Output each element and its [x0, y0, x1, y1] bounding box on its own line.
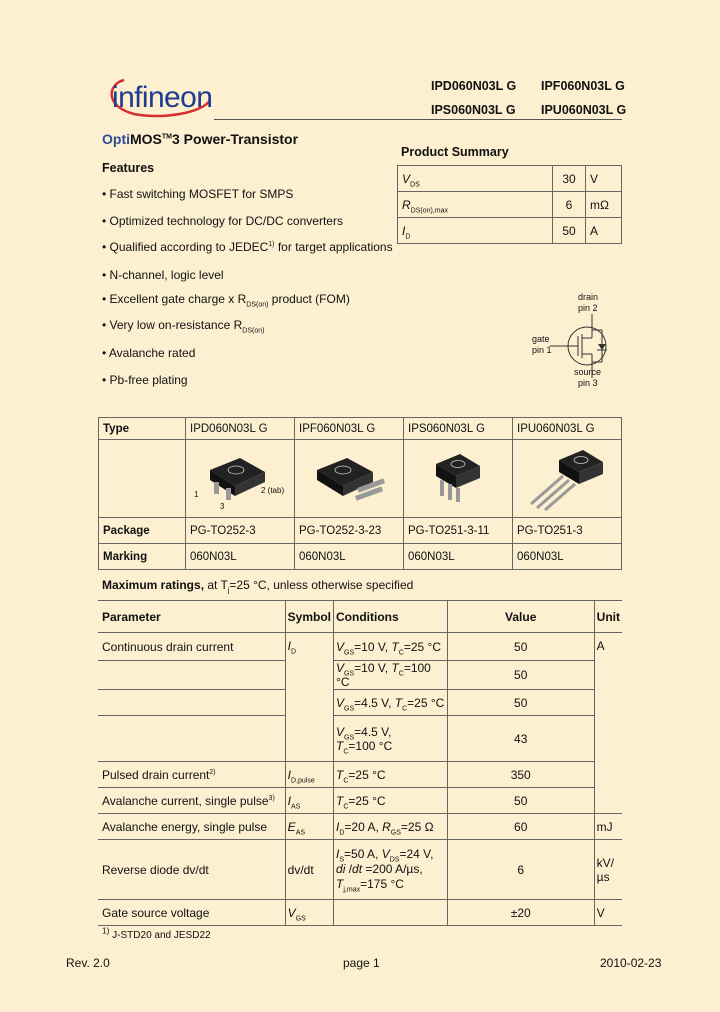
to252-package-icon	[190, 442, 290, 512]
pin3-label: pin 3	[578, 378, 598, 388]
footnote: $^{1)}$ J-STD20 and JESD22	[102, 925, 211, 941]
summary-unit: mΩ	[586, 192, 622, 218]
table-row	[398, 166, 622, 192]
pin-label: 1	[194, 490, 199, 499]
param-cell: Gate source voltage	[98, 900, 285, 926]
value-cell: 350	[447, 762, 594, 788]
feature-item: • N-channel, logic level	[102, 268, 224, 282]
condition-cell: $V_{GS}=10$ V, $T_C=25$ °C	[334, 633, 448, 661]
unit-cell: V	[594, 900, 622, 926]
unit-cell: mJ	[594, 814, 622, 840]
summary-value: 50	[553, 218, 586, 244]
value-cell: 6	[447, 840, 594, 900]
feature-item: • Excellent gate charge x $R_{DS(on)}$ product (FOM)	[102, 292, 350, 309]
value-cell: 60	[447, 814, 594, 840]
summary-value: 6	[553, 192, 586, 218]
marking-cell: 060N03L	[295, 544, 404, 570]
table-row	[98, 633, 622, 661]
features-heading: Features	[102, 161, 155, 175]
feature-item: • Very low on-resistance $R_{DS(on)}$	[102, 318, 265, 335]
package-cell: PG-TO252-3	[186, 518, 295, 544]
package-image-cell	[186, 440, 295, 518]
condition-cell	[334, 900, 448, 926]
revision: Rev. 2.0	[66, 956, 110, 970]
summary-symbol: $R_{DS(on),max}$	[398, 192, 553, 218]
header-part-1: IPD060N03L G	[431, 79, 517, 93]
value-cell: ±20	[447, 900, 594, 926]
logo-wordmark: infineon	[112, 81, 213, 114]
condition-cell: $V_{GS}=4.5$ V, $T_C=25$ °C	[334, 690, 448, 716]
value-cell: 43	[447, 716, 594, 762]
table-row	[99, 544, 622, 570]
package-cell: PG-TO251-3-11	[404, 518, 513, 544]
mosfet-schematic	[520, 292, 630, 390]
product-summary-table	[397, 165, 622, 244]
max-ratings-heading: Maximum ratings, at $T_j=25$ °C, unless otherwise specified	[102, 578, 414, 595]
max-ratings-table	[98, 600, 622, 926]
header-part-4: IPU060N03L G	[541, 103, 627, 117]
param-cell: Reverse diode dv/dt	[98, 840, 285, 900]
value-cell: 50	[447, 633, 594, 661]
param-cell	[98, 661, 285, 690]
symbol-cell: $E_{AS}$	[285, 814, 333, 840]
table-row	[98, 814, 622, 840]
col-header: Conditions	[334, 601, 448, 633]
summary-unit: V	[586, 166, 622, 192]
feature-item: • Fast switching MOSFET for SMPS	[102, 187, 294, 201]
param-cell	[98, 716, 285, 762]
condition-cell: $T_C=25$ °C	[334, 788, 448, 814]
package-image-cell	[404, 440, 513, 518]
condition-cell: $T_C=25$ °C	[334, 762, 448, 788]
symbol-cell: dv/dt	[285, 840, 333, 900]
feature-item: • Avalanche rated	[102, 346, 196, 360]
summary-unit: A	[586, 218, 622, 244]
product-summary-title: Product Summary	[401, 145, 509, 159]
symbol-cell: $V_{GS}$	[285, 900, 333, 926]
package-table	[98, 417, 622, 570]
table-row	[98, 788, 622, 814]
type-cell: IPS060N03L G	[404, 418, 513, 440]
table-row	[398, 192, 622, 218]
table-row	[98, 840, 622, 900]
to252-23-package-icon	[299, 442, 399, 512]
type-cell: IPU060N03L G	[513, 418, 622, 440]
summary-symbol: $V_{DS}$	[398, 166, 553, 192]
param-cell: Avalanche energy, single pulse	[98, 814, 285, 840]
to251-package-icon	[517, 442, 617, 512]
document-title: OptiMOS™3 Power-Transistor	[102, 131, 299, 147]
pin1-label: pin 1	[532, 345, 552, 355]
package-image-cell	[295, 440, 404, 518]
package-cell: PG-TO251-3	[513, 518, 622, 544]
param-cell: Avalanche current, single pulse$^{3)}$	[98, 788, 285, 814]
value-cell: 50	[447, 661, 594, 690]
condition-cell: $V_{GS}=10$ V, $T_C=100$ °C	[334, 661, 448, 690]
col-header: Unit	[594, 601, 622, 633]
package-cell: PG-TO252-3-23	[295, 518, 404, 544]
pin-label: 2 (tab)	[261, 486, 285, 495]
value-cell: 50	[447, 690, 594, 716]
table-row	[398, 218, 622, 244]
page-number: page 1	[343, 956, 380, 970]
header-rule	[214, 119, 622, 120]
to251-11-package-icon	[408, 442, 508, 512]
gate-label: gate	[532, 334, 550, 344]
type-cell: IPD060N03L G	[186, 418, 295, 440]
col-header: Value	[447, 601, 594, 633]
value-cell: 50	[447, 788, 594, 814]
table-header-row	[98, 601, 622, 633]
type-cell: IPF060N03L G	[295, 418, 404, 440]
package-images-row	[99, 440, 622, 518]
condition-cell: $I_D=20$ A, $R_{GS}=25$ Ω	[334, 814, 448, 840]
symbol-cell: $I_{D,pulse}$	[285, 762, 333, 788]
param-cell	[98, 690, 285, 716]
drain-label: drain	[578, 292, 599, 302]
table-row	[98, 716, 622, 762]
symbol-cell: $I_D$	[285, 633, 333, 762]
param-cell: Continuous drain current	[98, 633, 285, 661]
package-image-cell	[513, 440, 622, 518]
marking-label: Marking	[99, 544, 186, 570]
pin2-label: pin 2	[578, 303, 598, 313]
param-cell: Pulsed drain current$^{2)}$	[98, 762, 285, 788]
condition-cell: $V_{GS}=4.5$ V, $T_C=100$ °C	[334, 716, 448, 762]
marking-cell: 060N03L	[186, 544, 295, 570]
package-label: Package	[99, 518, 186, 544]
symbol-cell: $I_{AS}$	[285, 788, 333, 814]
header-part-2: IPF060N03L G	[541, 79, 625, 93]
condition-cell: $I_S=50$ A, $V_{DS}=24$ V, di /dt =200 A/µs, $T_{j,max}=175$ °C	[334, 840, 448, 900]
feature-item: • Qualified according to JEDEC$^{1)}$ for target applications	[102, 240, 393, 254]
table-row	[99, 418, 622, 440]
feature-item: • Pb-free plating	[102, 373, 188, 387]
summary-symbol: $I_D$	[398, 218, 553, 244]
unit-cell: kV/µs	[594, 840, 622, 900]
marking-cell: 060N03L	[404, 544, 513, 570]
infineon-logo	[104, 76, 214, 118]
table-row	[98, 762, 622, 788]
table-row	[98, 900, 622, 926]
col-header: Symbol	[285, 601, 333, 633]
pin-label: 3	[220, 502, 225, 511]
table-row	[99, 518, 622, 544]
summary-value: 30	[553, 166, 586, 192]
table-row	[98, 690, 622, 716]
date: 2010-02-23	[600, 956, 662, 970]
type-label: Type	[99, 418, 186, 440]
feature-item: • Optimized technology for DC/DC converters	[102, 214, 343, 228]
table-row	[98, 661, 622, 690]
col-header: Parameter	[98, 601, 285, 633]
source-label: source	[574, 367, 602, 377]
marking-cell: 060N03L	[513, 544, 622, 570]
unit-cell: A	[594, 633, 622, 814]
header-part-3: IPS060N03L G	[431, 103, 516, 117]
